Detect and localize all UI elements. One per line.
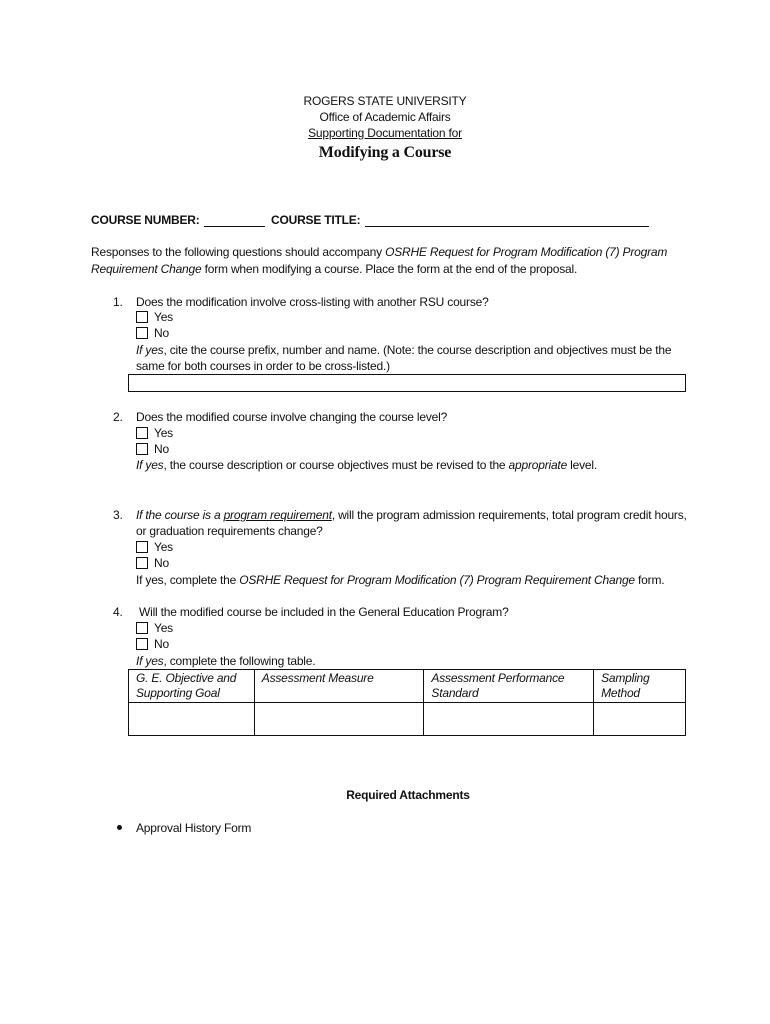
question-3-text-italic: If the course is a <box>136 508 224 522</box>
page-title: Modifying a Course <box>318 144 452 161</box>
question-3-note-suffix: form. <box>634 573 665 587</box>
question-4-note <box>136 654 315 668</box>
question-2-note <box>136 458 597 472</box>
question-3-yes-checkbox[interactable] <box>136 541 148 553</box>
question-3-note <box>136 573 664 587</box>
question-1-answer-box[interactable] <box>128 374 686 392</box>
question-3-program-requirement-link[interactable]: program requirement <box>223 508 332 522</box>
ge-cell-standard[interactable] <box>424 703 594 736</box>
question-4-no-checkbox[interactable] <box>136 638 148 650</box>
question-3-note-form-name: OSRHE Request for Program Modification (7) Program Requirement Change <box>239 573 635 587</box>
intro-prefix: Responses to the following questions should accompany <box>91 245 386 259</box>
question-1-answer-value <box>129 377 133 391</box>
attachment-item: Approval History Form <box>136 821 252 835</box>
intro-form-name-1: OSRHE Request for Program Modification (7) Program <box>385 245 668 259</box>
question-2-yes-label: Yes <box>154 426 173 440</box>
question-1-no-label: No <box>154 326 169 340</box>
question-1-note-text: , cite the course prefix, number and name. (Note: the course description and objectives must be the <box>163 343 672 357</box>
question-2-note-mid: , the course description or course objectives must be revised to the <box>163 458 509 472</box>
course-number-label: COURSE NUMBER: <box>91 213 200 227</box>
question-2-note-end: level. <box>567 458 597 472</box>
ge-cell-sampling[interactable] <box>594 703 686 736</box>
ge-header-standard-line-1: Assessment Performance <box>431 671 565 685</box>
question-2-text: Does the modified course involve changing the course level? <box>136 410 448 424</box>
intro-line-2 <box>91 262 577 276</box>
question-1-note-line-1 <box>136 343 671 357</box>
question-3-yes-label: Yes <box>154 540 173 554</box>
question-1-yes-label: Yes <box>154 310 173 324</box>
question-4-number: 4. <box>113 605 123 619</box>
intro-suffix: form when modifying a course. Place the form at the end of the proposal. <box>201 262 578 276</box>
question-1-text: Does the modification involve cross-listing with another RSU course? <box>136 295 489 309</box>
question-1-note-line-2: same for both courses in order to be cross-listed.) <box>136 359 390 373</box>
ge-cell-measure[interactable] <box>254 703 424 736</box>
ge-header-measure <box>254 670 424 703</box>
ge-header-standard <box>424 670 594 703</box>
supporting-doc-label: Supporting Documentation for <box>308 126 462 140</box>
question-1-number: 1. <box>113 295 123 309</box>
ge-header-measure-line-1: Assessment Measure <box>261 671 374 685</box>
question-2-no-label: No <box>154 442 169 456</box>
question-4-note-rest: , complete the following table. <box>163 654 316 668</box>
question-3-text-rest: , will the program admission requirements, total program credit hours, <box>331 508 687 522</box>
ge-header-objective <box>129 670 255 703</box>
question-1-yes-checkbox[interactable] <box>136 311 148 323</box>
question-4-text: Will the modified course be included in the General Education Program? <box>139 605 509 619</box>
question-2-yes-checkbox[interactable] <box>136 427 148 439</box>
question-3-text-line-1 <box>136 508 687 522</box>
ge-header-sampling <box>594 670 686 703</box>
table-row <box>129 703 686 736</box>
ge-cell-objective[interactable] <box>129 703 255 736</box>
question-2-note-appropriate: appropriate <box>508 458 568 472</box>
course-title-field[interactable] <box>365 226 649 227</box>
ge-header-objective-line-1: G. E. Objective and <box>136 671 237 685</box>
bullet-icon <box>117 825 122 830</box>
course-title-label: COURSE TITLE: <box>271 213 361 227</box>
ge-assessment-table <box>128 669 686 736</box>
question-1-no-checkbox[interactable] <box>136 327 148 339</box>
question-3-no-checkbox[interactable] <box>136 557 148 569</box>
question-3-text-line-2: or graduation requirements change? <box>136 524 323 538</box>
question-4-yes-checkbox[interactable] <box>136 622 148 634</box>
question-3-number: 3. <box>113 508 123 522</box>
ge-header-sampling-line-1: Sampling <box>601 671 650 685</box>
ge-table-header-row <box>129 670 686 703</box>
ge-header-sampling-line-2: Method <box>601 686 640 700</box>
course-number-field[interactable] <box>204 226 265 227</box>
question-4-yes-label: Yes <box>154 621 173 635</box>
question-1-note-ifyes: If yes <box>136 343 164 357</box>
supporting-line <box>0 126 770 140</box>
intro-form-name-2: Requirement Change <box>91 262 202 276</box>
question-2-number: 2. <box>113 410 123 424</box>
university-name: ROGERS STATE UNIVERSITY <box>303 94 467 108</box>
question-3-note-prefix: If yes, complete the <box>136 573 240 587</box>
required-attachments-heading: Required Attachments <box>346 788 470 802</box>
office-name: Office of Academic Affairs <box>319 110 451 124</box>
intro-line-1 <box>91 245 667 259</box>
question-4-note-ifyes: If yes <box>136 654 164 668</box>
question-3-no-label: No <box>154 556 169 570</box>
ge-header-standard-line-2: Standard <box>431 686 479 700</box>
question-2-note-ifyes: If yes <box>136 458 164 472</box>
question-2-no-checkbox[interactable] <box>136 443 148 455</box>
ge-header-objective-line-2: Supporting Goal <box>136 686 220 700</box>
question-4-no-label: No <box>154 637 169 651</box>
